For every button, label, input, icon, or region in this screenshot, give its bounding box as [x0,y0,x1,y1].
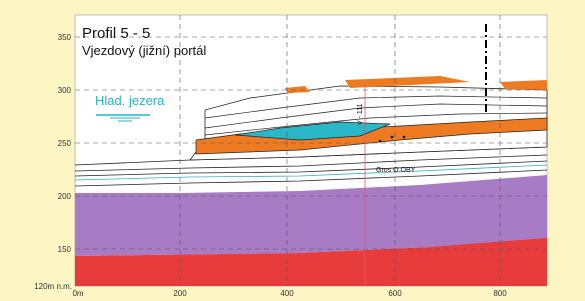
profile-subtitle: Vjezdový (jižní) portál [82,43,207,58]
y-tick: 250 [57,139,71,148]
x-tick: 200 [173,289,187,298]
gap-label: Gros O.OBY [376,167,416,174]
marker [379,140,382,143]
y-tick: 350 [57,33,71,42]
y-bottom-label: 120m n.m. [34,282,72,291]
x-tick: 600 [388,289,402,298]
borehole-label: V - 111 [357,103,364,125]
y-tick: 150 [57,245,71,254]
y-tick: 300 [57,86,71,95]
profile-title: Profil 5 - 5 [82,25,151,42]
x-tick: 400 [280,289,294,298]
x-tick: 0m [72,289,84,298]
y-tick: 200 [57,192,71,201]
water-level-label: Hlad. jezera [95,93,165,108]
x-tick: 800 [493,289,507,298]
marker [403,136,406,139]
marker [391,136,394,139]
